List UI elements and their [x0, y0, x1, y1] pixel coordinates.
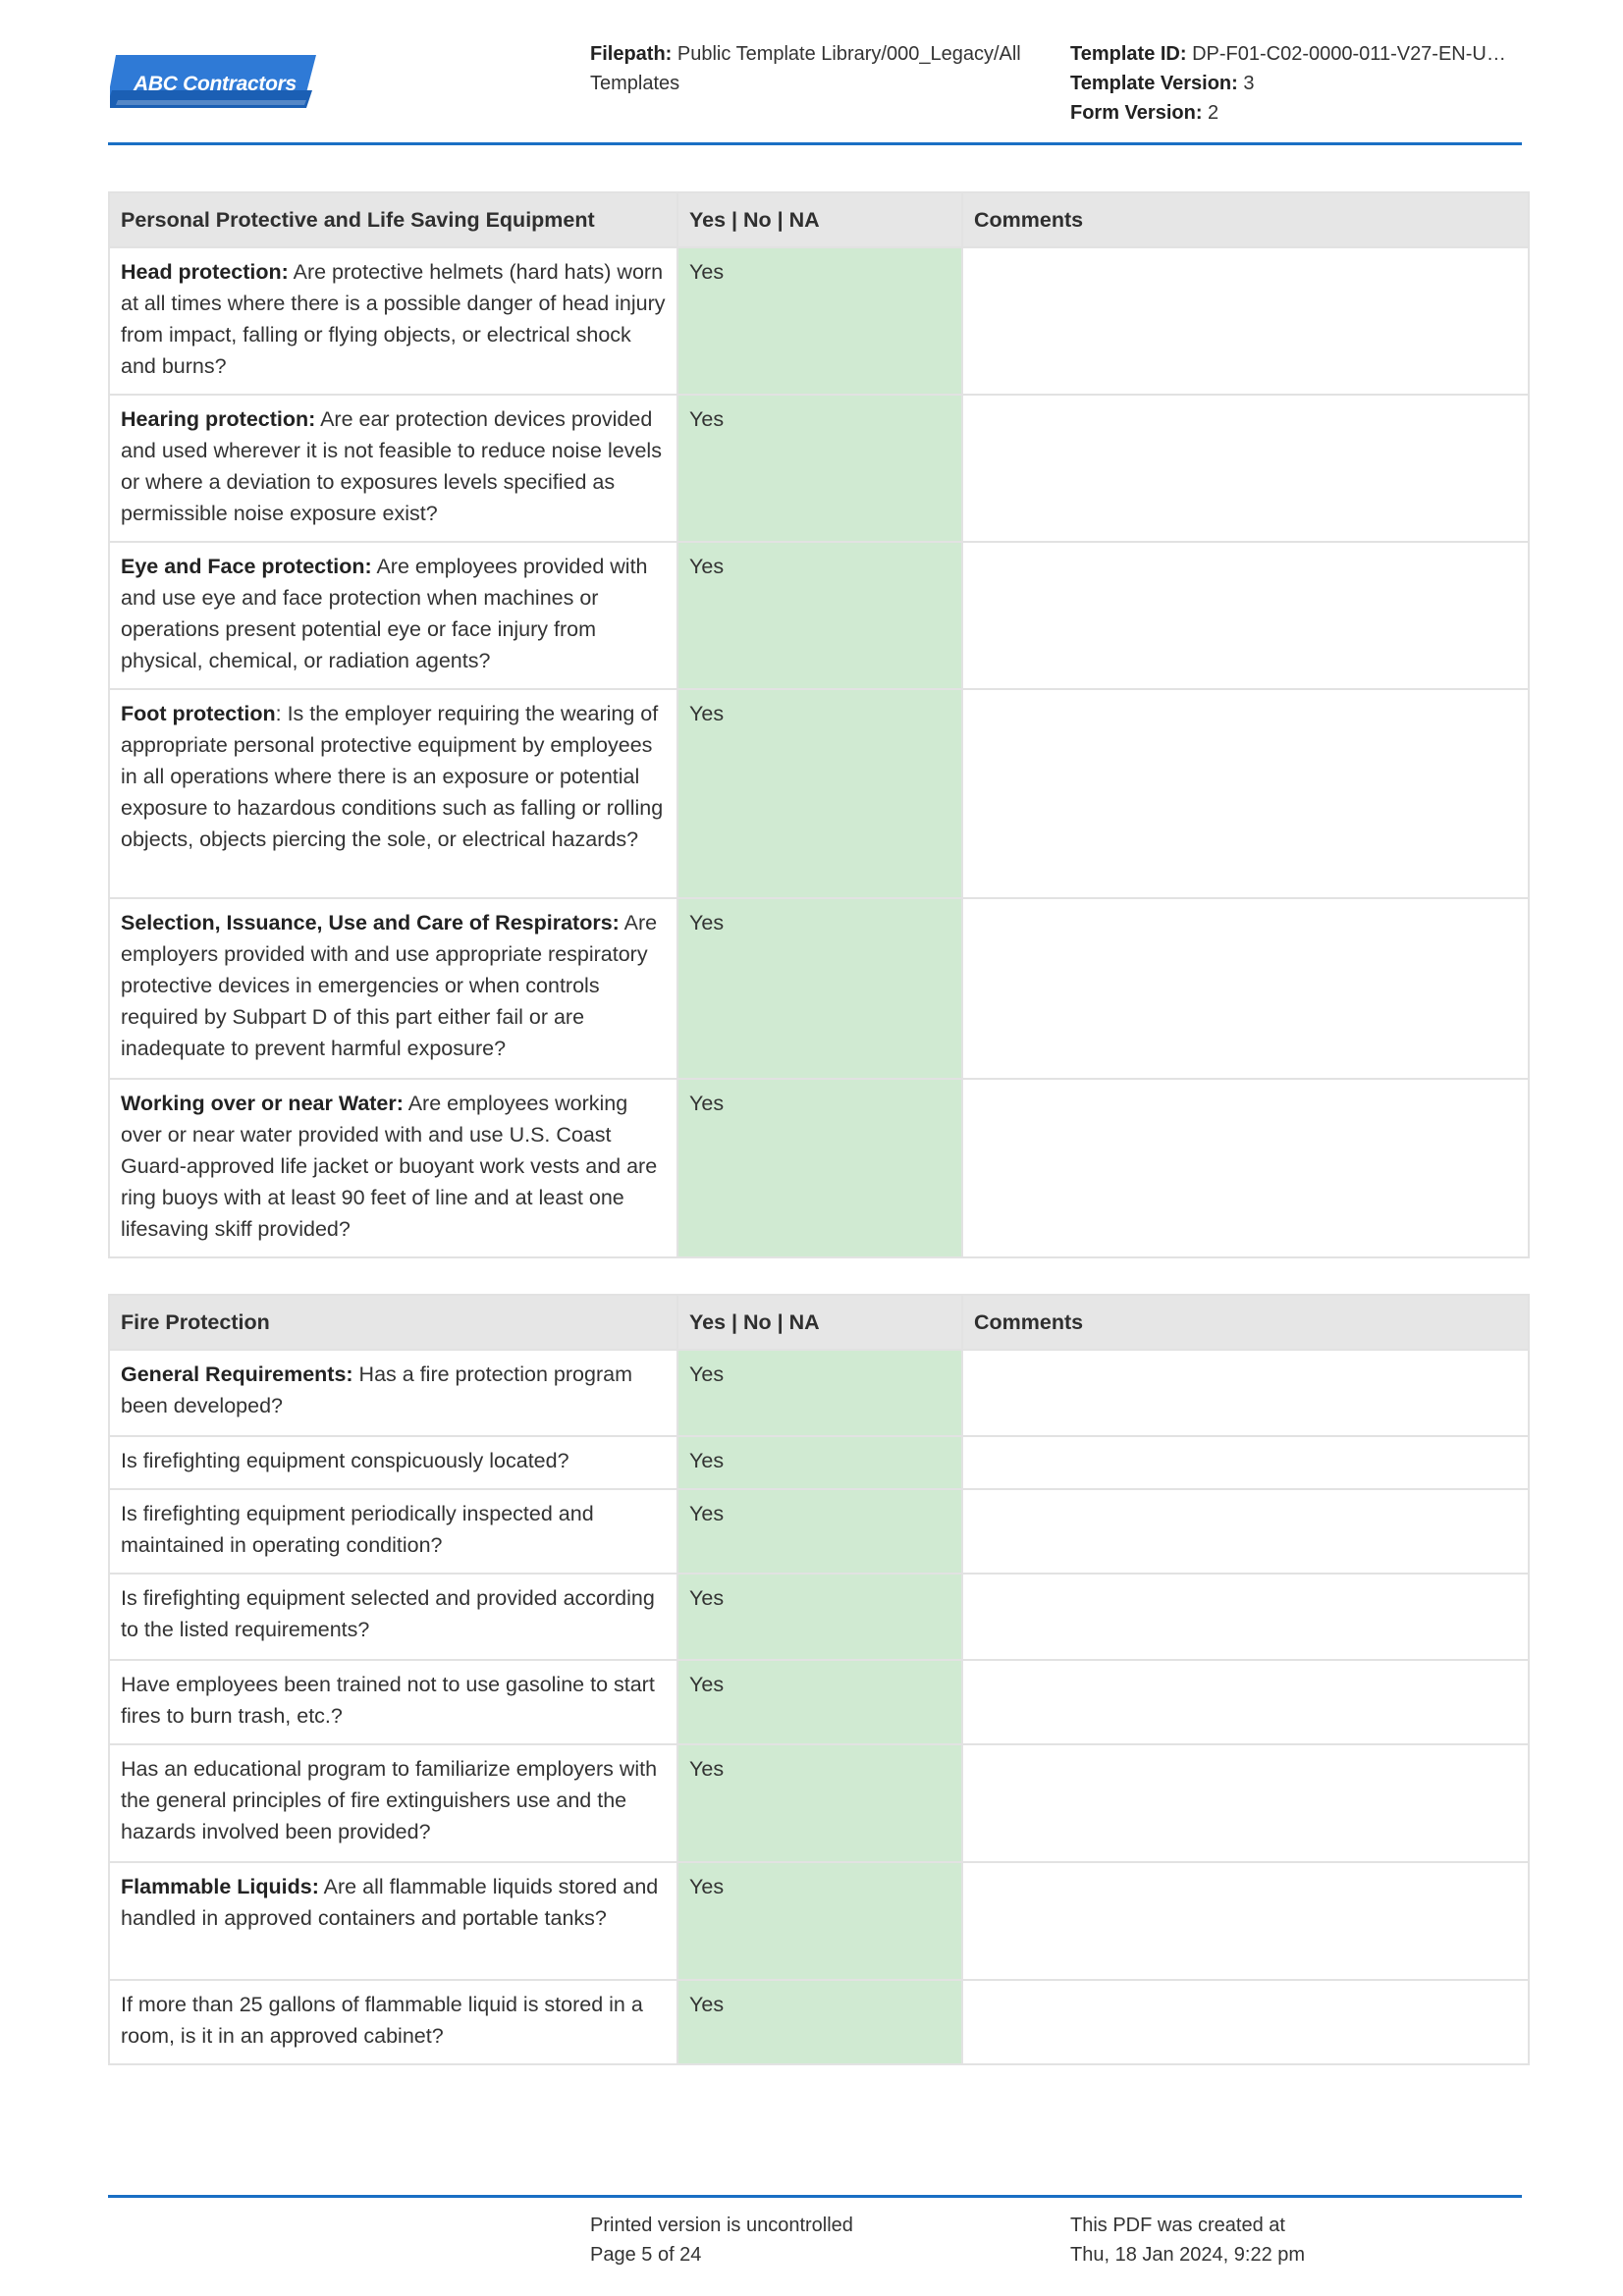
question-text: Are employees working over or near water provided with and use U.S. Coast Guard-approved life jacket or buoyant work vests and are ring buoys with at least 90 feet of line and at least one lifesaving skiff provided?: [121, 1092, 658, 1241]
created-timestamp: Thu, 18 Jan 2024, 9:22 pm: [1070, 2244, 1306, 2266]
question-bold: General Requirements:: [121, 1362, 353, 1386]
question-cell: [109, 1574, 677, 1660]
question-text: Are employers provided with and use appropriate respiratory protective devices in emergencies or when controls required by Subpart D of this part either fail or are inadequate to prevent harmful exposure?: [121, 911, 658, 1060]
question-text: Are protective helmets (hard hats) worn at all times where there is a possible danger of head injury from impact, falling or flying objects, or electrical shock and burns?: [121, 260, 666, 378]
page-footer: [108, 2195, 1522, 2266]
comment-cell[interactable]: [962, 1079, 1529, 1257]
question-cell: [109, 1350, 677, 1436]
table-row: [109, 1744, 1529, 1862]
question-cell: [109, 1436, 677, 1489]
template-version-line: [1070, 69, 1524, 98]
table-row: [109, 1862, 1529, 1980]
question-cell: [109, 1862, 677, 1980]
company-logo: [110, 51, 316, 116]
template-id-line: [1070, 39, 1524, 69]
comment-cell[interactable]: [962, 542, 1529, 689]
comment-cell[interactable]: [962, 1350, 1529, 1436]
question-cell: [109, 1079, 677, 1257]
question-bold: Flammable Liquids:: [121, 1875, 319, 1898]
table-row: [109, 1489, 1529, 1574]
created-label: This PDF was created at: [1070, 2215, 1285, 2236]
answer-cell[interactable]: Yes: [677, 1980, 962, 2064]
question-bold: Eye and Face protection:: [121, 555, 372, 578]
footer-print-info: [590, 2211, 853, 2269]
comment-cell[interactable]: [962, 689, 1529, 898]
table-row: [109, 395, 1529, 542]
table-header-row: [109, 192, 1529, 247]
question-cell: [109, 689, 677, 898]
template-version-value: 3: [1243, 73, 1255, 94]
answer-cell[interactable]: Yes: [677, 247, 962, 395]
question-cell: [109, 1980, 677, 2064]
form-version-line: [1070, 98, 1524, 128]
filepath-label: Filepath:: [590, 43, 673, 65]
page-header: [108, 35, 1522, 145]
table-row: [109, 1660, 1529, 1744]
question-text: : Is the employer requiring the wearing of appropriate personal protective equipment by employees in all operations where there is an exposure or potential exposure to hazardous conditions such as falling or rolling objects, objects piercing the sole, or electrical hazards?: [121, 702, 664, 851]
comment-cell[interactable]: [962, 898, 1529, 1079]
page-number: Page 5 of 24: [590, 2244, 702, 2266]
comments-column-header: Comments: [962, 192, 1529, 247]
table-row: [109, 1436, 1529, 1489]
question-bold: Foot protection: [121, 702, 276, 725]
table-row: [109, 542, 1529, 689]
question-bold: Head protection:: [121, 260, 289, 284]
comment-cell[interactable]: [962, 1862, 1529, 1980]
question-text: Has an educational program to familiarize employers with the general principles of fire extinguishers use and the hazards involved been provided?: [121, 1757, 658, 1843]
answer-cell[interactable]: Yes: [677, 1660, 962, 1744]
question-text: Are all flammable liquids stored and handled in approved containers and portable tanks?: [121, 1875, 659, 1930]
question-cell: [109, 247, 677, 395]
table-header-row: [109, 1295, 1529, 1350]
template-id-value: DP-F01-C02-0000-011-V27-EN-U…: [1192, 43, 1506, 65]
answer-cell[interactable]: Yes: [677, 1744, 962, 1862]
uncontrolled-notice: Printed version is uncontrolled: [590, 2215, 853, 2236]
form-version-label: Form Version:: [1070, 102, 1203, 124]
comment-cell[interactable]: [962, 247, 1529, 395]
question-text: Is firefighting equipment conspicuously located?: [121, 1449, 569, 1472]
question-cell: [109, 1660, 677, 1744]
question-bold: Hearing protection:: [121, 407, 316, 431]
comment-cell[interactable]: [962, 1574, 1529, 1660]
question-text: If more than 25 gallons of flammable liquid is stored in a room, is it in an approved cabinet?: [121, 1993, 643, 2048]
question-cell: [109, 1489, 677, 1574]
filepath-block: [590, 39, 1042, 98]
question-text: Have employees been trained not to use gasoline to start fires to burn trash, etc.?: [121, 1673, 655, 1728]
table-row: [109, 1350, 1529, 1436]
question-text: Is firefighting equipment periodically inspected and maintained in operating condition?: [121, 1502, 594, 1557]
section-title: Personal Protective and Life Saving Equipment: [109, 192, 677, 247]
comment-cell[interactable]: [962, 1489, 1529, 1574]
table-row: [109, 1980, 1529, 2064]
question-text: Are ear protection devices provided and used wherever it is not feasible to reduce noise levels or where a deviation to exposures levels specified as permissible noise exposure exist?: [121, 407, 662, 525]
answer-cell[interactable]: Yes: [677, 395, 962, 542]
comment-cell[interactable]: [962, 1436, 1529, 1489]
table-row: [109, 898, 1529, 1079]
question-text: Is firefighting equipment selected and provided according to the listed requirements?: [121, 1586, 655, 1641]
template-info-block: [1070, 39, 1524, 128]
answer-cell[interactable]: Yes: [677, 1350, 962, 1436]
answer-column-header: Yes | No | NA: [677, 1295, 962, 1350]
answer-column-header: Yes | No | NA: [677, 192, 962, 247]
table-row: [109, 689, 1529, 898]
question-cell: [109, 542, 677, 689]
answer-cell[interactable]: Yes: [677, 1489, 962, 1574]
comment-cell[interactable]: [962, 395, 1529, 542]
question-bold: Working over or near Water:: [121, 1092, 404, 1115]
answer-cell[interactable]: Yes: [677, 689, 962, 898]
section-title: Fire Protection: [109, 1295, 677, 1350]
question-cell: [109, 898, 677, 1079]
table-row: [109, 1079, 1529, 1257]
logo-subtext: EXAMPLE CONTRACTOR COMPANY: [161, 110, 285, 116]
filepath-value: Public Template Library/000_Legacy/All Templates: [590, 43, 1021, 94]
question-text: Has a fire protection program been developed?: [121, 1362, 632, 1417]
footer-created-info: [1070, 2211, 1305, 2269]
answer-cell[interactable]: Yes: [677, 898, 962, 1079]
answer-cell[interactable]: Yes: [677, 1862, 962, 1980]
comment-cell[interactable]: [962, 1660, 1529, 1744]
answer-cell[interactable]: Yes: [677, 1436, 962, 1489]
form-version-value: 2: [1208, 102, 1219, 124]
question-cell: [109, 395, 677, 542]
question-bold: Selection, Issuance, Use and Care of Respirators:: [121, 911, 620, 934]
table-row: [109, 1574, 1529, 1660]
template-id-label: Template ID:: [1070, 43, 1187, 65]
comment-cell[interactable]: [962, 1980, 1529, 2064]
answer-cell[interactable]: Yes: [677, 542, 962, 689]
question-cell: [109, 1744, 677, 1862]
ppe-section-table: [108, 191, 1530, 1258]
table-row: [109, 247, 1529, 395]
comments-column-header: Comments: [962, 1295, 1529, 1350]
template-version-label: Template Version:: [1070, 73, 1238, 94]
question-text: Are employees provided with and use eye and face protection when machines or operations present potential eye or face injury from physical, chemical, or radiation agents?: [121, 555, 648, 672]
fire-protection-section-table: [108, 1294, 1530, 2065]
answer-cell[interactable]: Yes: [677, 1574, 962, 1660]
logo-text: ABC Contractors: [134, 73, 297, 95]
comment-cell[interactable]: [962, 1744, 1529, 1862]
answer-cell[interactable]: Yes: [677, 1079, 962, 1257]
